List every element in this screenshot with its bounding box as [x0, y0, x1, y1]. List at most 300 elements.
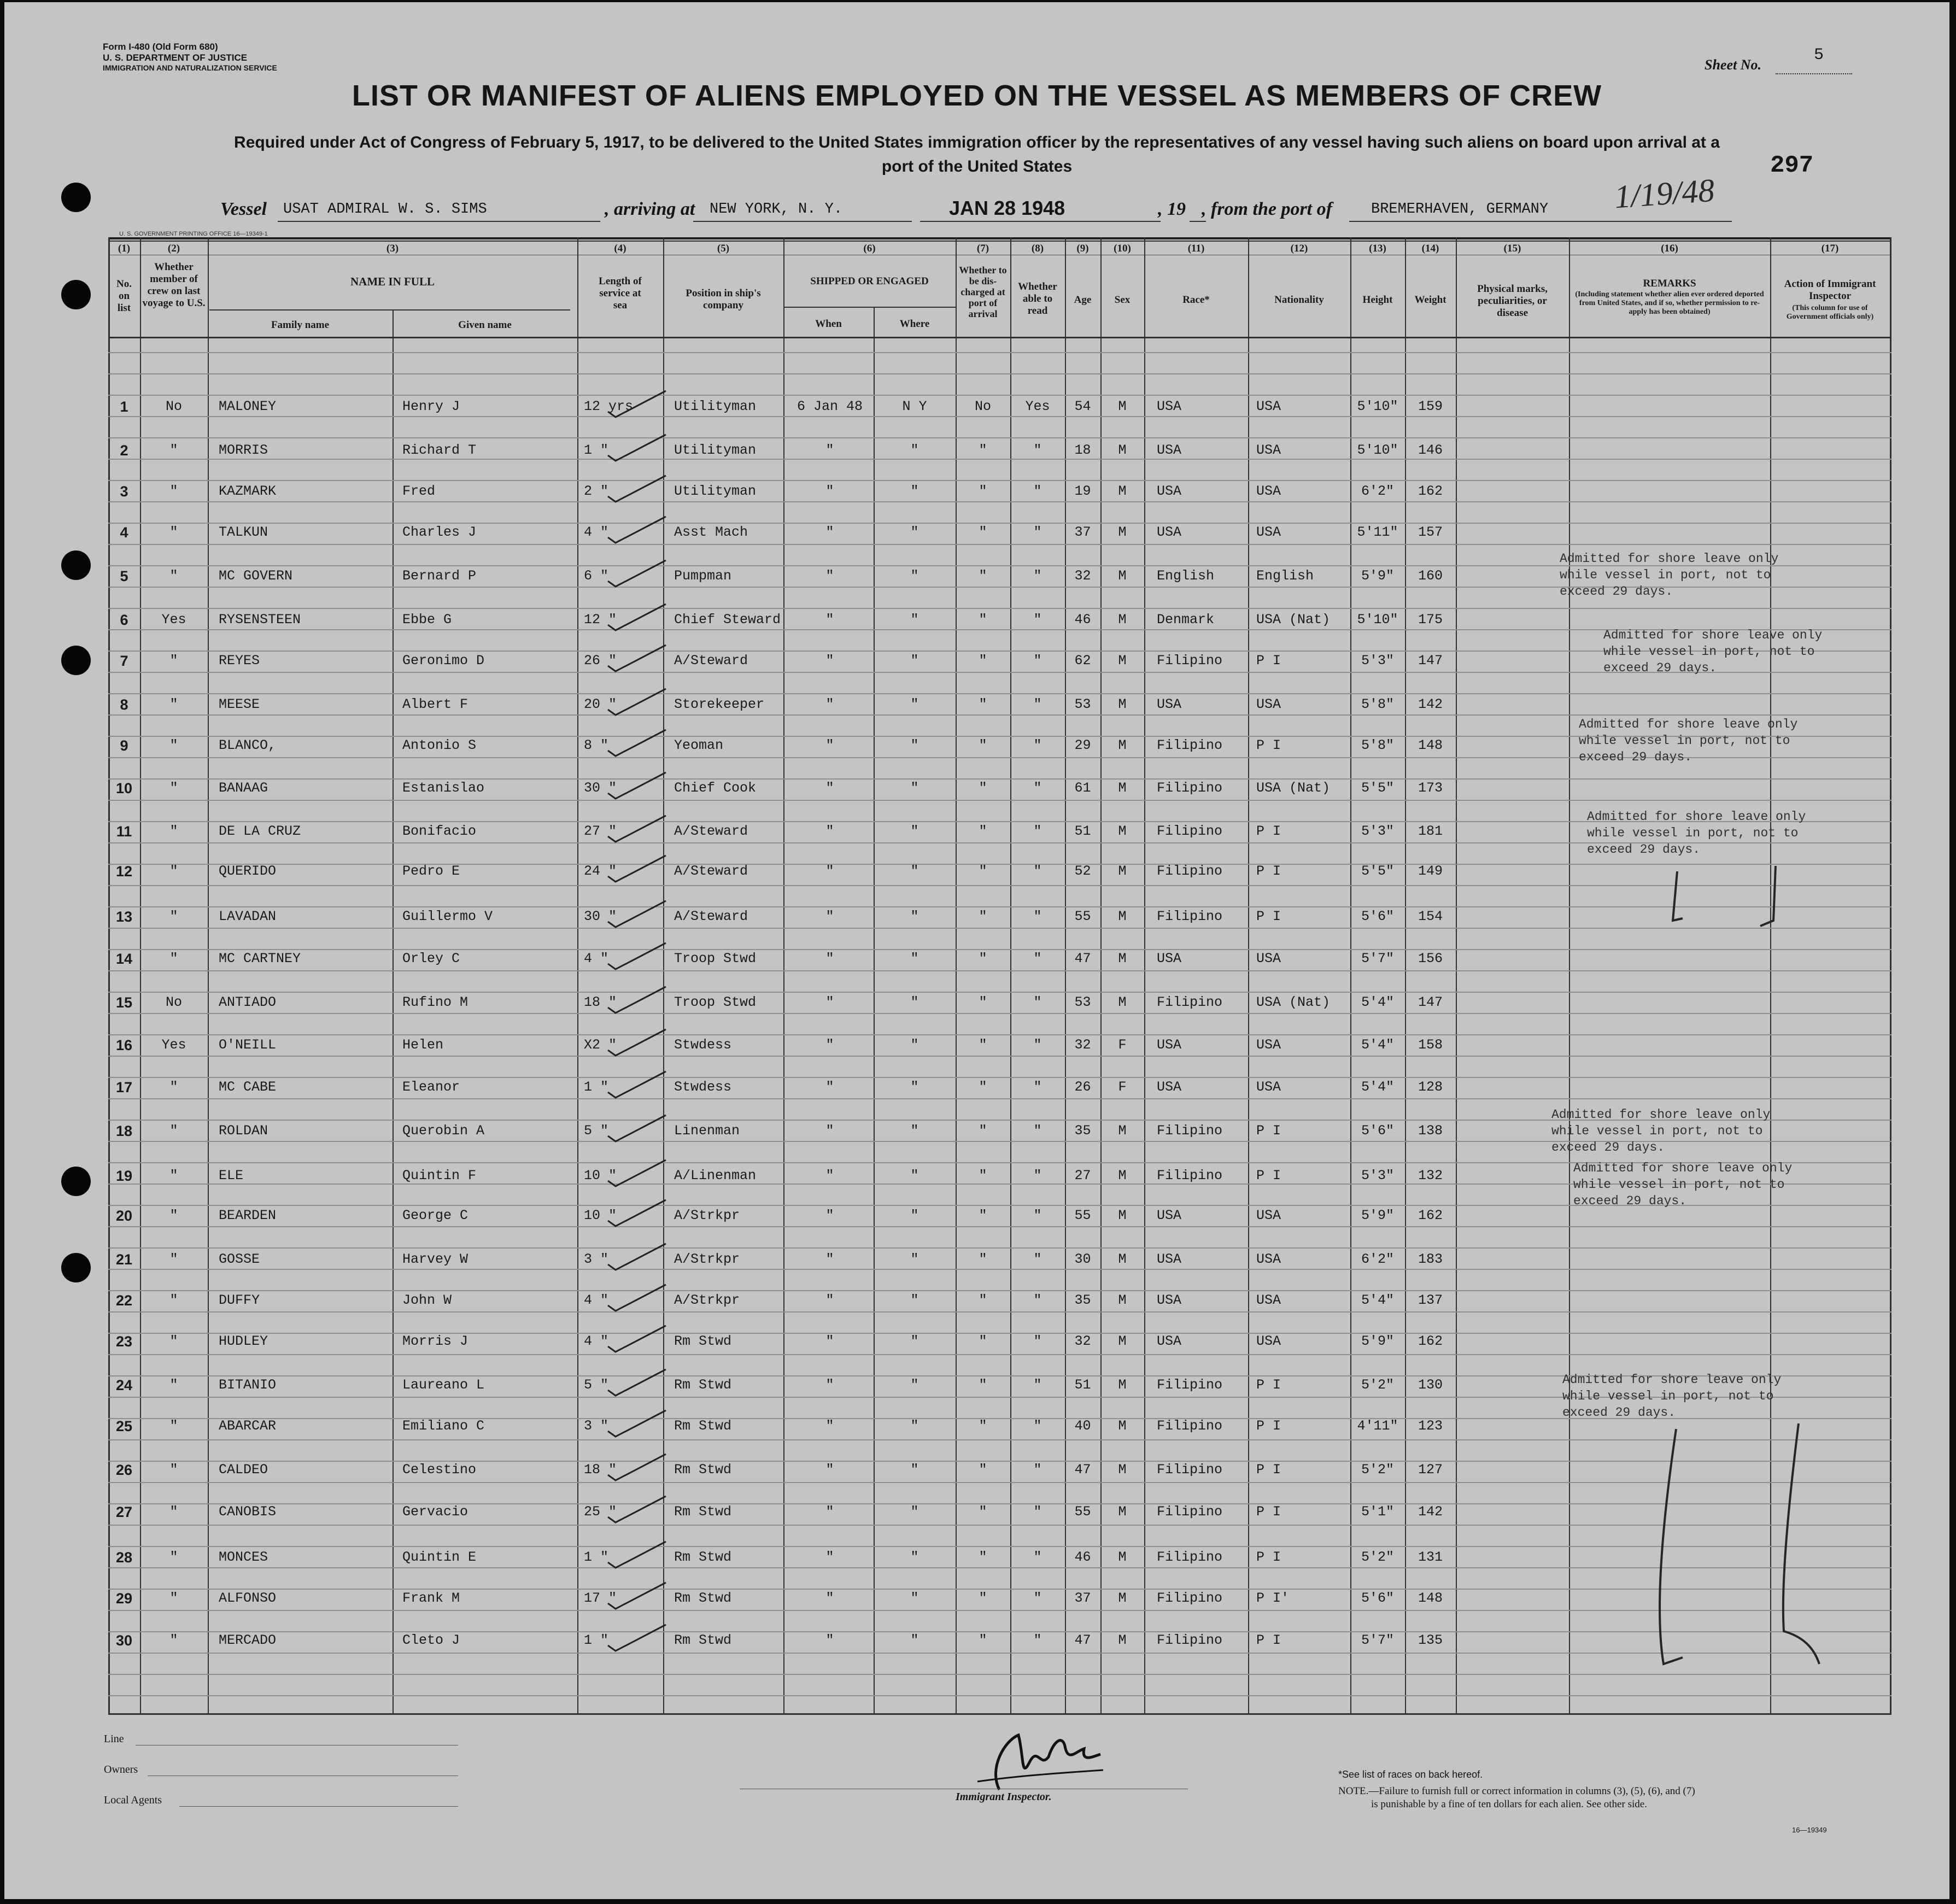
- cell-no: 18: [115, 1123, 133, 1139]
- cell-when: ": [825, 1462, 834, 1478]
- cell-when: ": [825, 442, 834, 458]
- cell-service: 20 ": [584, 696, 617, 712]
- cell-sex: F: [1118, 1037, 1127, 1053]
- cell-prev: ": [169, 696, 178, 712]
- cell-family: MC CABE: [219, 1079, 277, 1095]
- cell-given: Albert F: [402, 696, 468, 712]
- cell-prev: ": [169, 1123, 178, 1139]
- cell-race: Filipino: [1157, 863, 1223, 879]
- cell-no: 24: [115, 1377, 133, 1393]
- cell-age: 53: [1074, 696, 1091, 712]
- cell-position: Rm Stwd: [674, 1549, 732, 1565]
- cell-weight: 135: [1418, 1632, 1443, 1648]
- col-6-header: SHIPPED OR ENGAGED: [810, 276, 929, 287]
- cell-height: 6'2": [1361, 1251, 1394, 1267]
- cell-sex: M: [1118, 1549, 1127, 1565]
- cell-read: ": [1033, 1251, 1042, 1267]
- cell-where: ": [910, 1123, 919, 1139]
- printing-office-note: U. S. GOVERNMENT PRINTING OFFICE 16—19349-1: [119, 231, 268, 237]
- cell-given: Querobin A: [402, 1123, 485, 1139]
- cell-weight: 137: [1418, 1292, 1443, 1308]
- cell-weight: 128: [1418, 1079, 1443, 1095]
- remark-rows-10-12: Admitted for shore leave only while vessel in port, not to exceed 29 days.: [1587, 810, 1806, 857]
- departure-port: BREMERHAVEN, GERMANY: [1371, 201, 1549, 218]
- cell-race: English: [1157, 568, 1215, 584]
- cell-prev: ": [169, 1333, 178, 1349]
- cell-when: ": [825, 737, 834, 753]
- cell-position: Linenman: [674, 1123, 740, 1139]
- cell-service: 4 ": [584, 524, 609, 540]
- cell-discharged: ": [979, 1418, 987, 1434]
- cell-prev: Yes: [161, 612, 186, 628]
- bracket-mark: [1673, 871, 1683, 921]
- cell-position: Rm Stwd: [674, 1418, 732, 1434]
- subtitle-line-2: port of the United States: [881, 157, 1073, 175]
- cell-discharged: ": [979, 737, 987, 753]
- cell-where: ": [910, 1590, 919, 1606]
- cell-where: ": [910, 863, 919, 879]
- col-9-header: Age: [1074, 294, 1092, 306]
- cell-race: Filipino: [1157, 780, 1223, 796]
- cell-race: Filipino: [1157, 1168, 1223, 1184]
- cell-height: 5'9": [1361, 1208, 1394, 1223]
- col-10-header: Sex: [1114, 294, 1131, 306]
- cell-nationality: P I': [1256, 1590, 1290, 1606]
- cell-when: ": [825, 1208, 834, 1223]
- cell-family: BITANIO: [219, 1377, 277, 1393]
- cell-where: ": [910, 823, 919, 839]
- cell-age: 37: [1074, 524, 1091, 540]
- cell-weight: 162: [1418, 1333, 1443, 1349]
- cell-when: ": [825, 1590, 834, 1606]
- cell-when: ": [825, 1504, 834, 1520]
- cell-family: LAVADAN: [219, 909, 277, 924]
- col-16-header: REMARKS: [1643, 278, 1696, 289]
- cell-given: Richard T: [402, 442, 477, 458]
- cell-position: Troop Stwd: [674, 951, 757, 966]
- cell-when: ": [825, 780, 834, 796]
- cell-discharged: ": [979, 524, 987, 540]
- page-title: LIST OR MANIFEST OF ALIENS EMPLOYED ON THE VESSEL AS MEMBERS OF CREW: [352, 79, 1602, 112]
- cell-prev: No: [165, 994, 182, 1010]
- cell-family: ABARCAR: [219, 1418, 277, 1434]
- cell-service: 1 ": [584, 1549, 609, 1565]
- cell-nationality: USA: [1256, 524, 1281, 540]
- cell-prev: ": [169, 1079, 178, 1095]
- cell-prev: ": [169, 1377, 178, 1393]
- cell-height: 6'2": [1361, 483, 1394, 499]
- col-16-note: (Including statement whether alien ever ordered deported from United States, and if so, whether permission to re-apply has been obtained): [1575, 290, 1764, 316]
- cell-position: Rm Stwd: [674, 1333, 732, 1349]
- cell-position: Stwdess: [674, 1079, 732, 1095]
- col-8-number: (8): [1031, 243, 1044, 254]
- cell-given: Bonifacio: [402, 823, 477, 839]
- cell-race: USA: [1157, 1251, 1182, 1267]
- cell-race: USA: [1157, 1292, 1182, 1308]
- cell-read: ": [1033, 737, 1042, 753]
- cell-height: 5'4": [1361, 1292, 1394, 1308]
- cell-discharged: ": [979, 823, 987, 839]
- cell-service: 25 ": [584, 1504, 617, 1520]
- col-16-number: (16): [1661, 243, 1678, 254]
- cell-height: 5'9": [1361, 568, 1394, 584]
- local-agents-label: Local Agents: [104, 1794, 162, 1806]
- cell-nationality: P I: [1256, 1123, 1281, 1139]
- arrival-date-stamp: JAN 28 1948: [949, 197, 1065, 219]
- cell-age: 51: [1074, 823, 1091, 839]
- cell-family: O'NEILL: [219, 1037, 277, 1053]
- cell-sex: M: [1118, 1333, 1127, 1349]
- cell-nationality: P I: [1256, 653, 1281, 669]
- cell-sex: M: [1118, 399, 1127, 414]
- cell-height: 5'2": [1361, 1377, 1394, 1393]
- cell-where: ": [910, 951, 919, 966]
- cell-position: A/Steward: [674, 823, 748, 839]
- cell-height: 5'7": [1361, 1632, 1394, 1648]
- cell-service: 18 ": [584, 994, 617, 1010]
- cell-position: A/Strkpr: [674, 1251, 740, 1267]
- cell-service: 2 ": [584, 483, 609, 499]
- cell-prev: Yes: [161, 1037, 186, 1053]
- from-port-label: , from the port of: [1202, 199, 1332, 219]
- cell-race: USA: [1157, 951, 1182, 966]
- cell-position: A/Steward: [674, 863, 748, 879]
- cell-where: ": [910, 1333, 919, 1349]
- cell-read: ": [1033, 696, 1042, 712]
- cell-no: 19: [115, 1168, 133, 1184]
- cell-position: A/Steward: [674, 653, 748, 669]
- cell-discharged: ": [979, 1549, 987, 1565]
- vessel-label: Vessel: [220, 199, 267, 219]
- cell-family: BLANCO,: [219, 737, 277, 753]
- cell-read: Yes: [1025, 399, 1050, 414]
- cell-given: Fred: [402, 483, 436, 499]
- cell-height: 5'2": [1361, 1549, 1394, 1565]
- cell-service: 18 ": [584, 1462, 617, 1478]
- cell-nationality: P I: [1256, 737, 1281, 753]
- cell-read: ": [1033, 568, 1042, 584]
- sheet-label: Sheet No.: [1705, 57, 1761, 73]
- cell-no: 15: [115, 994, 133, 1011]
- cell-service: 4 ": [584, 1292, 609, 1308]
- cell-weight: 156: [1418, 951, 1443, 966]
- cell-height: 5'5": [1361, 863, 1394, 879]
- cell-when: ": [825, 653, 834, 669]
- cell-family: MALONEY: [219, 399, 277, 414]
- cell-service: 17 ": [584, 1590, 617, 1606]
- cell-prev: ": [169, 1208, 178, 1223]
- cell-age: 30: [1074, 1251, 1091, 1267]
- cell-discharged: ": [979, 1292, 987, 1308]
- arrival-port: NEW YORK, N. Y.: [710, 201, 843, 218]
- cell-position: Stwdess: [674, 1037, 732, 1053]
- cell-service: 4 ": [584, 951, 609, 966]
- cell-where: ": [910, 442, 919, 458]
- cell-nationality: USA (Nat): [1256, 780, 1331, 796]
- cell-position: A/Steward: [674, 909, 748, 924]
- cell-when: ": [825, 1123, 834, 1139]
- cell-where: ": [910, 1418, 919, 1434]
- bracket-mark: [1783, 1423, 1819, 1664]
- cell-given: Pedro E: [402, 863, 460, 879]
- col-3-number: (3): [386, 243, 399, 254]
- col-2-number: (2): [167, 243, 180, 254]
- cell-nationality: USA: [1256, 696, 1281, 712]
- cell-service: 24 ": [584, 863, 617, 879]
- col-14-header: Weight: [1414, 294, 1446, 306]
- cell-given: Estanislao: [402, 780, 485, 796]
- cell-discharged: ": [979, 863, 987, 879]
- cell-discharged: ": [979, 696, 987, 712]
- cell-prev: ": [169, 780, 178, 796]
- remark-rows-4-6: Admitted for shore leave only while vessel in port, not to exceed 29 days.: [1560, 552, 1779, 599]
- cell-where: ": [910, 1037, 919, 1053]
- cell-race: Denmark: [1157, 612, 1215, 628]
- cell-where: ": [910, 653, 919, 669]
- cell-nationality: USA (Nat): [1256, 994, 1331, 1010]
- cell-no: 2: [120, 442, 128, 459]
- cell-discharged: ": [979, 1377, 987, 1393]
- cell-prev: ": [169, 1462, 178, 1478]
- agents-field-rule: [179, 1806, 458, 1807]
- cell-sex: M: [1118, 653, 1127, 669]
- cell-prev: ": [169, 909, 178, 924]
- cell-prev: ": [169, 524, 178, 540]
- cell-nationality: USA: [1256, 442, 1281, 458]
- cell-position: Utilityman: [674, 442, 757, 458]
- cell-prev: ": [169, 568, 178, 584]
- cell-given: Cleto J: [402, 1632, 460, 1648]
- cell-height: 5'1": [1361, 1504, 1394, 1520]
- cell-read: ": [1033, 863, 1042, 879]
- cell-discharged: ": [979, 653, 987, 669]
- cell-family: QUERIDO: [219, 863, 277, 879]
- cell-where: ": [910, 1079, 919, 1095]
- cell-when: ": [825, 1168, 834, 1184]
- cell-discharged: ": [979, 1079, 987, 1095]
- cell-given: Geronimo D: [402, 653, 485, 669]
- cell-age: 47: [1074, 1632, 1091, 1648]
- cell-prev: ": [169, 483, 178, 499]
- cell-where: N Y: [902, 399, 927, 414]
- cell-weight: 157: [1418, 524, 1443, 540]
- col-5-header: Position in ship's company: [686, 288, 761, 311]
- cell-weight: 160: [1418, 568, 1443, 584]
- cell-nationality: P I: [1256, 909, 1281, 924]
- cell-no: 30: [115, 1632, 133, 1649]
- cell-when: ": [825, 823, 834, 839]
- col-14-number: (14): [1421, 243, 1439, 254]
- cell-sex: M: [1118, 524, 1127, 540]
- cell-sex: M: [1118, 568, 1127, 584]
- cell-when: ": [825, 1377, 834, 1393]
- cell-no: 17: [115, 1079, 133, 1095]
- cell-discharged: ": [979, 1251, 987, 1267]
- cell-when: ": [825, 1632, 834, 1648]
- cell-race: Filipino: [1157, 1123, 1223, 1139]
- cell-weight: 183: [1418, 1251, 1443, 1267]
- cell-sex: M: [1118, 737, 1127, 753]
- cell-height: 4'11": [1357, 1418, 1398, 1434]
- cell-weight: 181: [1418, 823, 1443, 839]
- cell-given: Charles J: [402, 524, 477, 540]
- cell-age: 18: [1074, 442, 1091, 458]
- cell-prev: ": [169, 1504, 178, 1520]
- cell-no: 11: [116, 823, 132, 840]
- shipped-when-header: When: [815, 318, 842, 330]
- cell-nationality: USA: [1256, 951, 1281, 966]
- handwritten-bracket-marks: [4, 2, 1949, 1899]
- department-name: U. S. DEPARTMENT OF JUSTICE: [103, 52, 248, 63]
- cell-weight: 148: [1418, 1590, 1443, 1606]
- cell-family: CALDEO: [219, 1462, 268, 1478]
- cell-nationality: USA: [1256, 1208, 1281, 1223]
- cell-age: 37: [1074, 1590, 1091, 1606]
- races-note: *See list of races on back hereof.: [1338, 1769, 1483, 1780]
- cell-no: 6: [120, 612, 128, 628]
- cell-when: ": [825, 1292, 834, 1308]
- cell-height: 5'6": [1361, 1123, 1394, 1139]
- cell-when: ": [825, 994, 834, 1010]
- cell-service: 12 yrs: [584, 399, 634, 414]
- cell-given: John W: [402, 1292, 452, 1308]
- cell-sex: M: [1118, 909, 1127, 924]
- cell-when: ": [825, 951, 834, 966]
- cell-when: ": [825, 1037, 834, 1053]
- cell-given: Emiliano C: [402, 1418, 485, 1434]
- owners-label: Owners: [104, 1764, 138, 1776]
- cell-age: 52: [1074, 863, 1091, 879]
- cell-where: ": [910, 1208, 919, 1223]
- cell-no: 28: [115, 1549, 133, 1566]
- remark-rows-6-8: Admitted for shore leave only while vessel in port, not to exceed 29 days.: [1603, 628, 1823, 675]
- cell-height: 5'6": [1361, 1590, 1394, 1606]
- cell-height: 5'8": [1361, 696, 1394, 712]
- cell-no: 8: [120, 696, 128, 713]
- cell-sex: M: [1118, 994, 1127, 1010]
- cell-discharged: ": [979, 1123, 987, 1139]
- cell-weight: 159: [1418, 399, 1443, 414]
- remark-rows-8-10: Admitted for shore leave only while vessel in port, not to exceed 29 days.: [1579, 717, 1798, 764]
- cell-no: 29: [115, 1590, 133, 1607]
- cell-race: USA: [1157, 1037, 1182, 1053]
- cell-age: 62: [1074, 653, 1091, 669]
- vessel-name: USAT ADMIRAL W. S. SIMS: [283, 201, 487, 218]
- cell-read: ": [1033, 442, 1042, 458]
- cell-discharged: ": [979, 1462, 987, 1478]
- cell-race: USA: [1157, 1079, 1182, 1095]
- col-7-header: Whether to be dis-charged at port of arrival: [959, 265, 1007, 319]
- cell-race: Filipino: [1157, 737, 1223, 753]
- cell-weight: 162: [1418, 483, 1443, 499]
- bracket-mark: [1660, 1429, 1683, 1664]
- cell-race: Filipino: [1157, 909, 1223, 924]
- cell-prev: ": [169, 1418, 178, 1434]
- cell-given: Rufino M: [402, 994, 468, 1010]
- cell-no: 10: [115, 780, 133, 796]
- cell-race: USA: [1157, 483, 1182, 499]
- cell-race: Filipino: [1157, 1504, 1223, 1520]
- cell-race: Filipino: [1157, 994, 1223, 1010]
- cell-read: ": [1033, 1079, 1042, 1095]
- cell-read: ": [1033, 1292, 1042, 1308]
- cell-given: Celestino: [402, 1462, 477, 1478]
- cell-where: ": [910, 994, 919, 1010]
- cell-family: MORRIS: [219, 442, 268, 458]
- cell-given: Eleanor: [402, 1079, 460, 1095]
- cell-height: 5'10": [1357, 442, 1398, 458]
- cell-family: GOSSE: [219, 1251, 260, 1267]
- cell-age: 26: [1074, 1079, 1091, 1095]
- cell-where: ": [910, 612, 919, 628]
- cell-family: MC CARTNEY: [219, 951, 301, 966]
- cell-no: 21: [115, 1251, 133, 1268]
- cell-service: 3 ": [584, 1418, 609, 1434]
- col-3-header: NAME IN FULL: [350, 275, 435, 288]
- cell-where: ": [910, 568, 919, 584]
- cell-family: ELE: [219, 1168, 244, 1184]
- cell-read: ": [1033, 1037, 1042, 1053]
- cell-read: ": [1033, 1549, 1042, 1565]
- cell-position: Yeoman: [674, 737, 724, 753]
- cell-where: ": [910, 909, 919, 924]
- cell-family: KAZMARK: [219, 483, 277, 499]
- cell-nationality: USA: [1256, 1251, 1281, 1267]
- cell-height: 5'4": [1361, 1037, 1394, 1053]
- cell-nationality: P I: [1256, 1462, 1281, 1478]
- cell-height: 5'4": [1361, 994, 1394, 1010]
- cell-no: 20: [115, 1208, 133, 1224]
- cell-race: USA: [1157, 1208, 1182, 1223]
- cell-where: ": [910, 1168, 919, 1184]
- cell-position: Utilityman: [674, 399, 757, 414]
- cell-nationality: P I: [1256, 1377, 1281, 1393]
- col-12-number: (12): [1290, 243, 1308, 254]
- cell-given: Harvey W: [402, 1251, 468, 1267]
- cell-family: RYSENSTEEN: [219, 612, 301, 628]
- cell-race: Filipino: [1157, 1462, 1223, 1478]
- cell-height: 5'10": [1357, 399, 1398, 414]
- cell-weight: 149: [1418, 863, 1443, 879]
- cell-race: Filipino: [1157, 1590, 1223, 1606]
- cell-discharged: ": [979, 909, 987, 924]
- cell-prev: No: [165, 399, 182, 414]
- cell-read: ": [1033, 483, 1042, 499]
- cell-age: 40: [1074, 1418, 1091, 1434]
- cell-age: 47: [1074, 951, 1091, 966]
- cell-prev: ": [169, 1251, 178, 1267]
- family-name-header: Family name: [271, 319, 330, 331]
- cell-given: Morris J: [402, 1333, 468, 1349]
- service-name: IMMIGRATION AND NATURALIZATION SERVICE: [103, 63, 277, 72]
- cell-weight: 158: [1418, 1037, 1443, 1053]
- cell-position: Chief Cook: [674, 780, 757, 796]
- cell-prev: ": [169, 1549, 178, 1565]
- col-13-header: Height: [1362, 294, 1393, 306]
- cell-discharged: ": [979, 1168, 987, 1184]
- cell-when: ": [825, 1418, 834, 1434]
- cell-nationality: USA: [1256, 1333, 1281, 1349]
- cell-age: 54: [1074, 399, 1091, 414]
- cell-sex: M: [1118, 1123, 1127, 1139]
- cell-weight: 154: [1418, 909, 1443, 924]
- col-15-number: (15): [1503, 243, 1521, 254]
- cell-race: Filipino: [1157, 1418, 1223, 1434]
- cell-sex: M: [1118, 1168, 1127, 1184]
- cell-prev: ": [169, 1292, 178, 1308]
- cell-where: ": [910, 483, 919, 499]
- cell-when: ": [825, 483, 834, 499]
